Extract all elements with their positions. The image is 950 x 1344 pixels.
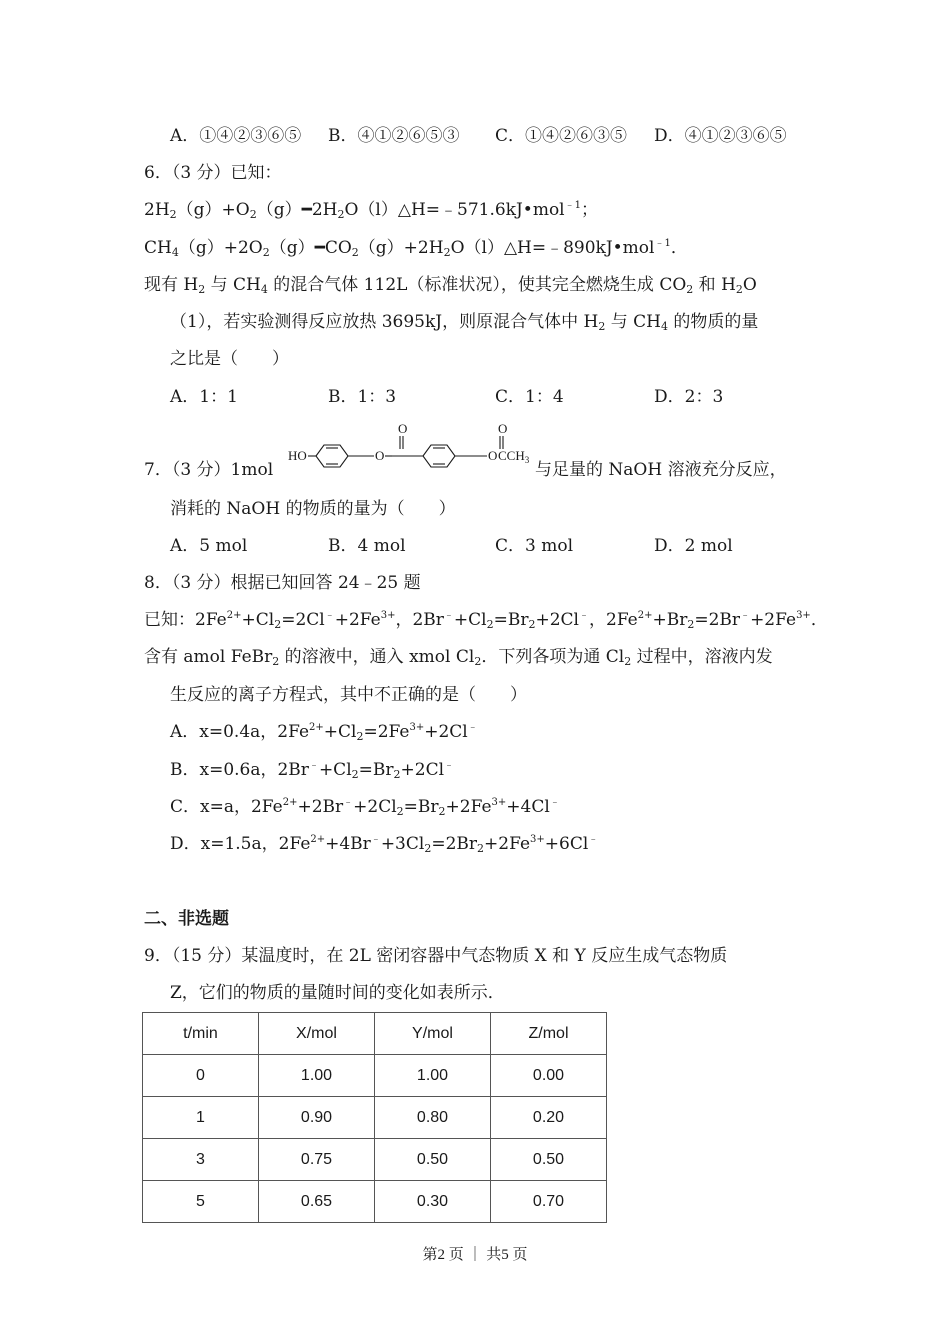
table-row <box>143 1181 607 1223</box>
table-cell: 0.50 <box>375 1139 491 1181</box>
q8-header: 8．（3 分）根据已知回答 24﹣25 题 <box>144 573 421 593</box>
table-header-row <box>143 1013 607 1055</box>
table-row <box>143 1139 607 1181</box>
q6-header: 6．（3 分）已知： <box>144 163 282 183</box>
table-header-cell: Y/mol <box>375 1013 491 1055</box>
struct-label-ho: HO <box>288 448 307 463</box>
table-cell: 0.65 <box>259 1181 375 1223</box>
table-cell: 0.80 <box>375 1097 491 1139</box>
table-header-cell: X/mol <box>259 1013 375 1055</box>
table-cell: 1.00 <box>375 1055 491 1097</box>
struct-label-o2: O <box>398 421 408 436</box>
q6-equation-2: $CH_4(g)+2O_2(g)━CO_2(g)+2H_2O(l)\triangle H=﹣890kJ•mol^{﹣1}$． <box>144 238 688 259</box>
struct-label-cch: $CCH_3$ <box>498 448 530 465</box>
table-cell: 0 <box>143 1055 259 1097</box>
table-cell: 0.50 <box>491 1139 607 1181</box>
table-row <box>143 1055 607 1097</box>
section-heading: 二、非选题 <box>144 909 229 929</box>
q7-option-d: D．2 mol <box>654 536 733 556</box>
molecule-structure-image <box>288 421 538 481</box>
q5-option-d: D．④①②③⑥⑤ <box>654 126 787 146</box>
q7-option-a: A．5 mol <box>170 536 248 556</box>
table-cell: 0.30 <box>375 1181 491 1223</box>
q8-option-b: B．x=0.6a，$2Br^﹣+Cl_2=Br_2+2Cl^﹣$ <box>170 760 455 781</box>
q5-option-c: C．①④②⑥③⑤ <box>495 126 628 146</box>
table-header-cell: Z/mol <box>491 1013 607 1055</box>
table-cell: 5 <box>143 1181 259 1223</box>
q9-stem-line-1: 9．（15 分）某温度时，在 2L 密闭容器中气态物质 X 和 Y 反应生成气态物质 <box>144 946 728 966</box>
table-cell: 0.90 <box>259 1097 375 1139</box>
struct-label-o4: O <box>498 421 508 436</box>
q9-stem-line-2: Z，它们的物质的量随时间的变化如表所示． <box>170 983 505 1003</box>
q7-stem-line-2: 消耗的 NaOH 的物质的量为（ ） <box>170 499 456 519</box>
q6-equation-1: $2H_2(g)+O_2(g)━2H_2O(l)\triangle H=﹣571.6kJ•mol^{﹣1}$； <box>144 200 598 221</box>
q6-stem-line-1: 现有 $H_2$ 与 $CH_4$ 的混合气体 112L（标准状况），使其完全燃烧生成 $CO_2$ 和 $H_2O$ <box>144 275 757 296</box>
table-header-cell: t/min <box>143 1013 259 1055</box>
table-cell: 0.75 <box>259 1139 375 1181</box>
q5-option-b: B．④①②⑥⑤③ <box>328 126 460 146</box>
q6-option-b: B．1：3 <box>328 387 397 407</box>
q7-suffix: 与足量的 NaOH 溶液充分反应， <box>535 460 787 480</box>
table-cell: 0.00 <box>491 1055 607 1097</box>
q7-prefix: 7．（3 分）1mol <box>144 460 274 480</box>
q6-option-d: D．2：3 <box>654 387 724 407</box>
page-footer: 第2 页 ｜ 共5 页 <box>422 1247 528 1263</box>
data-table <box>142 1012 607 1223</box>
q5-option-a: A．①④②③⑥⑤ <box>170 126 302 146</box>
q6-option-a: A．1：1 <box>170 387 238 407</box>
q6-stem-line-2: （1），若实验测得反应放热 3695kJ，则原混合气体中 $H_2$ 与 $CH_4$ 的物质的量 <box>170 312 759 333</box>
q7-option-c: C．3 mol <box>495 536 574 556</box>
q8-option-a: A．x=0.4a，$2Fe^{2+}+Cl_2=2Fe^{3+}+2Cl^﹣$ <box>170 722 478 743</box>
struct-label-o3: O <box>488 448 498 463</box>
q8-option-c: C．x=a，$2Fe^{2+}+2Br^﹣+2Cl_2=Br_2+2Fe^{3+}+4Cl^﹣$ <box>170 797 560 818</box>
table-cell: 0.20 <box>491 1097 607 1139</box>
table-cell: 3 <box>143 1139 259 1181</box>
q6-option-c: C．1：4 <box>495 387 564 407</box>
q7-option-b: B．4 mol <box>328 536 406 556</box>
struct-label-o1: O <box>375 448 385 463</box>
table-cell: 1.00 <box>259 1055 375 1097</box>
table-row <box>143 1097 607 1139</box>
q8-known-reactions: 已知：$2Fe^{2+}+Cl_2=2Cl^﹣+2Fe^{3+}$，$2Br^﹣+Cl_2=Br_2+2Cl^﹣$，$2Fe^{2+}+Br_2=2Br^﹣+2Fe^{3+}$． <box>144 610 828 631</box>
q8-stem-line-2: 生反应的离子方程式，其中不正确的是（ ） <box>170 685 527 705</box>
table-cell: 0.70 <box>491 1181 607 1223</box>
table-cell: 1 <box>143 1097 259 1139</box>
q6-stem-line-3: 之比是（ ） <box>170 349 289 369</box>
q8-option-d: D．x=1.5a，$2Fe^{2+}+4Br^﹣+3Cl_2=2Br_2+2Fe^{3+}+6Cl^﹣$ <box>170 834 599 855</box>
q8-stem-line-1: 含有 amol FeBr$_2$ 的溶液中，通入 xmol $Cl_2$．下列各项为通 $Cl_2$ 过程中，溶液内发 <box>144 647 773 668</box>
